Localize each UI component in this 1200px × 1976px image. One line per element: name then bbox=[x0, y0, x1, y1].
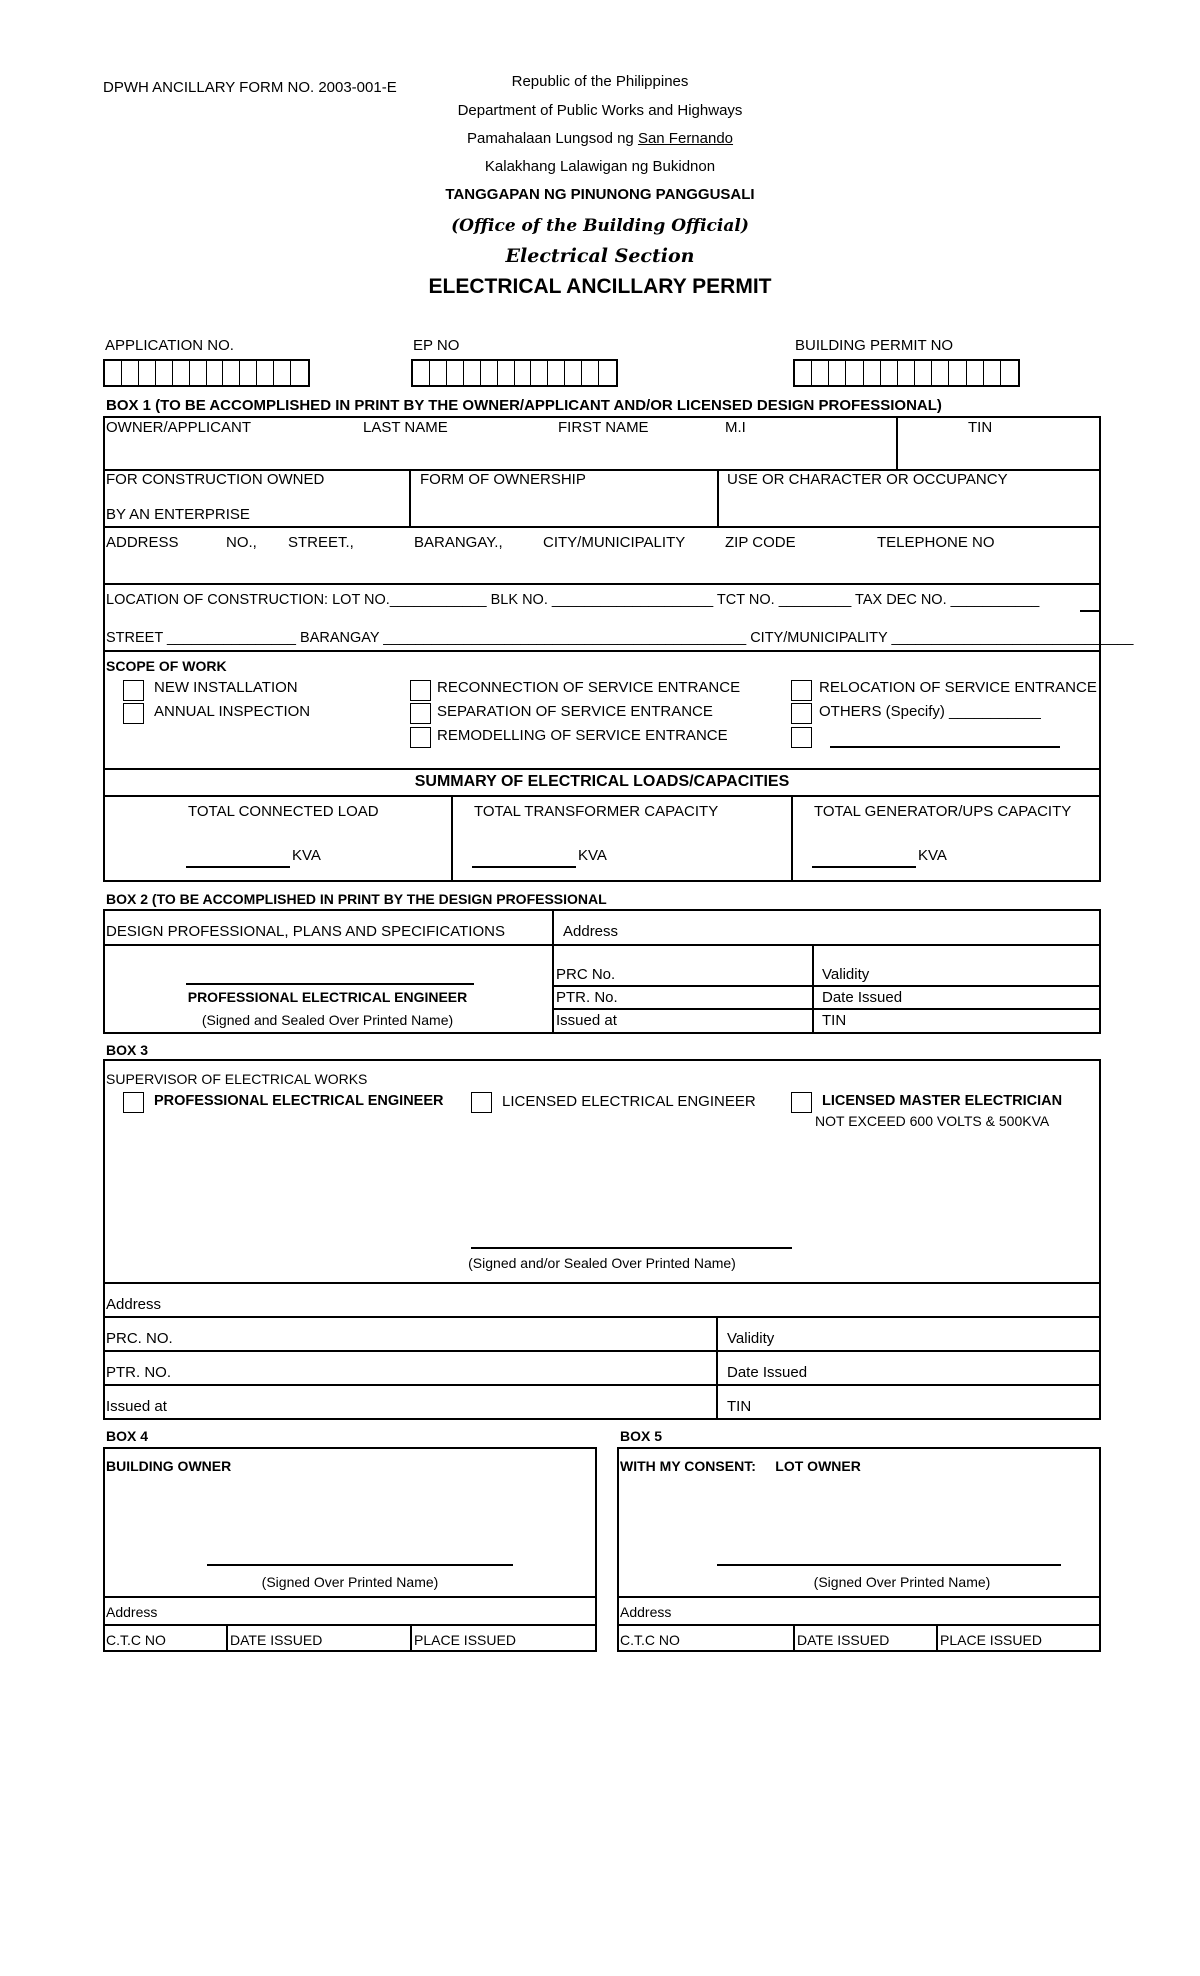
street-barangay-city-line: STREET ________________ BARANGAY _____________________________________________ CITY/MUNICIPALITY ______________________________ bbox=[106, 630, 1134, 646]
building-owner-title: BUILDING OWNER bbox=[106, 1458, 232, 1474]
generator-capacity-input[interactable] bbox=[812, 866, 916, 868]
city-municipality-label: CITY/MUNICIPALITY bbox=[543, 534, 686, 551]
building-owner-signature-line[interactable] bbox=[207, 1564, 513, 1566]
supervisor-prc-no-label: PRC. NO. bbox=[106, 1330, 173, 1347]
box4-frame bbox=[103, 1447, 597, 1652]
application-no-input[interactable] bbox=[103, 359, 310, 387]
design-prc-no-label: PRC No. bbox=[556, 966, 616, 983]
ep-no-input[interactable] bbox=[411, 359, 618, 387]
province-text: Kalakhang Lalawigan ng Bukidnon bbox=[484, 158, 716, 175]
lot-owner-title: WITH MY CONSENT: LOT OWNER bbox=[620, 1458, 861, 1474]
supervisor-tin-label: TIN bbox=[727, 1398, 752, 1415]
reconnection-checkbox[interactable] bbox=[410, 680, 431, 701]
supervisor-pee-checkbox[interactable] bbox=[123, 1092, 144, 1113]
design-ptr-no-label: PTR. No. bbox=[556, 989, 618, 1006]
section-title: Electrical Section bbox=[505, 245, 695, 267]
remodelling-label: REMODELLING OF SERVICE ENTRANCE bbox=[437, 727, 728, 744]
building-owner-place-issued-label: PLACE ISSUED bbox=[414, 1632, 516, 1648]
for-construction-label-2: BY AN ENTERPRISE bbox=[106, 506, 250, 523]
others-extra-checkbox[interactable] bbox=[791, 727, 812, 748]
box1-heading: BOX 1 (TO BE ACCOMPLISHED IN PRINT BY THE OWNER/APPLICANT AND/OR LICENSED DESIGN PROFESSIONAL) bbox=[106, 397, 942, 414]
total-transformer-capacity-label: TOTAL TRANSFORMER CAPACITY bbox=[474, 803, 719, 820]
relocation-label: RELOCATION OF SERVICE ENTRANCE bbox=[819, 679, 1097, 696]
design-signature-line[interactable] bbox=[186, 983, 474, 985]
design-professional-label: DESIGN PROFESSIONAL, PLANS AND SPECIFICATIONS bbox=[106, 923, 505, 940]
supervisor-address-label: Address bbox=[106, 1296, 162, 1313]
annual-inspection-checkbox[interactable] bbox=[123, 703, 144, 724]
for-construction-label: FOR CONSTRUCTION OWNED bbox=[106, 471, 325, 488]
supervisor-issued-at-label: Issued at bbox=[106, 1398, 167, 1415]
remodelling-checkbox[interactable] bbox=[410, 727, 431, 748]
box4-heading: BOX 4 bbox=[106, 1428, 149, 1444]
lot-owner-signed-text: (Signed Over Printed Name) bbox=[813, 1574, 991, 1590]
summary-heading: SUMMARY OF ELECTRICAL LOADS/CAPACITIES bbox=[414, 773, 790, 790]
tin-label: TIN bbox=[968, 419, 993, 436]
owner-applicant-label: OWNER/APPLICANT bbox=[106, 419, 252, 436]
separation-checkbox[interactable] bbox=[410, 703, 431, 724]
zip-code-label: ZIP CODE bbox=[725, 534, 796, 551]
annual-inspection-label: ANNUAL INSPECTION bbox=[154, 703, 311, 720]
city-name: San Fernando bbox=[637, 130, 734, 147]
building-permit-no-label: BUILDING PERMIT NO bbox=[795, 337, 954, 354]
form-of-ownership-label: FORM OF OWNERSHIP bbox=[420, 471, 586, 488]
supervisor-validity-label: Validity bbox=[727, 1330, 775, 1347]
design-tin-label: TIN bbox=[822, 1012, 847, 1029]
city-line bbox=[350, 131, 850, 146]
kva-label-1: KVA bbox=[292, 847, 321, 864]
design-validity-label: Validity bbox=[822, 966, 870, 983]
telephone-no-label: TELEPHONE NO bbox=[877, 534, 995, 551]
lot-owner-address-label: Address bbox=[620, 1604, 672, 1620]
building-owner-address-label: Address bbox=[106, 1604, 158, 1620]
reconnection-label: RECONNECTION OF SERVICE ENTRANCE bbox=[437, 679, 741, 696]
design-date-issued-label: Date Issued bbox=[822, 989, 903, 1006]
box3-heading: BOX 3 bbox=[106, 1042, 149, 1058]
total-generator-capacity-label: TOTAL GENERATOR/UPS CAPACITY bbox=[814, 803, 1072, 820]
city-prefix: Pamahalaan Lungsod ng bbox=[466, 130, 634, 147]
page-title: ELECTRICAL ANCILLARY PERMIT bbox=[428, 275, 772, 298]
no-label: NO., bbox=[226, 534, 257, 551]
design-engineer-title: PROFESSIONAL ELECTRICAL ENGINEER bbox=[187, 989, 468, 1005]
total-connected-load-label: TOTAL CONNECTED LOAD bbox=[188, 803, 379, 820]
barangay-label: BARANGAY., bbox=[414, 534, 503, 551]
building-owner-ctc-label: C.T.C NO bbox=[106, 1632, 166, 1648]
department-text: Department of Public Works and Highways bbox=[457, 102, 743, 119]
lot-owner-place-issued-label: PLACE ISSUED bbox=[940, 1632, 1042, 1648]
box5-heading: BOX 5 bbox=[620, 1428, 663, 1444]
form-number: DPWH ANCILLARY FORM NO. 2003-001-E bbox=[103, 79, 397, 96]
scope-of-work-heading: SCOPE OF WORK bbox=[106, 658, 227, 674]
supervisor-signed-text: (Signed and/or Sealed Over Printed Name) bbox=[468, 1255, 736, 1271]
box5-frame bbox=[617, 1447, 1101, 1652]
box2-heading: BOX 2 (TO BE ACCOMPLISHED IN PRINT BY THE DESIGN PROFESSIONAL bbox=[106, 891, 607, 907]
building-owner-signed-text: (Signed Over Printed Name) bbox=[261, 1574, 439, 1590]
supervisor-lee-checkbox[interactable] bbox=[471, 1092, 492, 1113]
design-address-label: Address bbox=[563, 923, 619, 940]
new-installation-checkbox[interactable] bbox=[123, 680, 144, 701]
relocation-checkbox[interactable] bbox=[791, 680, 812, 701]
lot-owner-ctc-label: C.T.C NO bbox=[620, 1632, 680, 1648]
design-signed-text: (Signed and Sealed Over Printed Name) bbox=[201, 1012, 454, 1028]
use-or-character-label: USE OR CHARACTER OR OCCUPANCY bbox=[727, 471, 1008, 488]
first-name-label: FIRST NAME bbox=[558, 419, 649, 436]
republic-text: Republic of the Philippines bbox=[511, 73, 689, 90]
lot-owner-signature-line[interactable] bbox=[717, 1564, 1061, 1566]
others-checkbox[interactable] bbox=[791, 703, 812, 724]
location-of-construction-line: LOCATION OF CONSTRUCTION: LOT NO.____________ BLK NO. ____________________ TCT NO. _________ TAX DEC NO. ___________ bbox=[106, 592, 1040, 608]
supervisor-lme-note: NOT EXCEED 600 VOLTS & 500KVA bbox=[815, 1113, 1050, 1129]
others-label: OTHERS (Specify) ___________ bbox=[819, 703, 1041, 720]
design-issued-at-label: Issued at bbox=[556, 1012, 617, 1029]
building-owner-date-issued-label: DATE ISSUED bbox=[230, 1632, 323, 1648]
last-name-label: LAST NAME bbox=[363, 419, 448, 436]
transformer-capacity-input[interactable] bbox=[472, 866, 576, 868]
supervisor-date-issued-label: Date Issued bbox=[727, 1364, 808, 1381]
building-permit-no-input[interactable] bbox=[793, 359, 1020, 387]
kva-label-3: KVA bbox=[918, 847, 947, 864]
lot-owner-date-issued-label: DATE ISSUED bbox=[797, 1632, 890, 1648]
address-label: ADDRESS bbox=[106, 534, 179, 551]
supervisor-pee-label: PROFESSIONAL ELECTRICAL ENGINEER bbox=[154, 1093, 444, 1109]
separation-label: SEPARATION OF SERVICE ENTRANCE bbox=[437, 703, 713, 720]
office-english-text: (Office of the Building Official) bbox=[451, 216, 749, 236]
supervisor-lee-label: LICENSED ELECTRICAL ENGINEER bbox=[502, 1093, 756, 1110]
mi-label: M.I bbox=[725, 419, 746, 436]
supervisor-lme-checkbox[interactable] bbox=[791, 1092, 812, 1113]
kva-label-2: KVA bbox=[578, 847, 607, 864]
others-specify-line[interactable] bbox=[830, 746, 1060, 748]
supervisor-ptr-no-label: PTR. NO. bbox=[106, 1364, 172, 1381]
street-label: STREET., bbox=[288, 534, 354, 551]
supervisor-label: SUPERVISOR OF ELECTRICAL WORKS bbox=[106, 1071, 368, 1087]
new-installation-label: NEW INSTALLATION bbox=[154, 679, 298, 696]
ep-no-label: EP NO bbox=[413, 337, 460, 354]
office-text: TANGGAPAN NG PINUNONG PANGGUSALI bbox=[445, 186, 755, 203]
supervisor-lme-label: LICENSED MASTER ELECTRICIAN bbox=[822, 1093, 1063, 1109]
connected-load-input[interactable] bbox=[186, 866, 290, 868]
application-no-label: APPLICATION NO. bbox=[105, 337, 234, 354]
supervisor-signature-line[interactable] bbox=[471, 1247, 792, 1249]
